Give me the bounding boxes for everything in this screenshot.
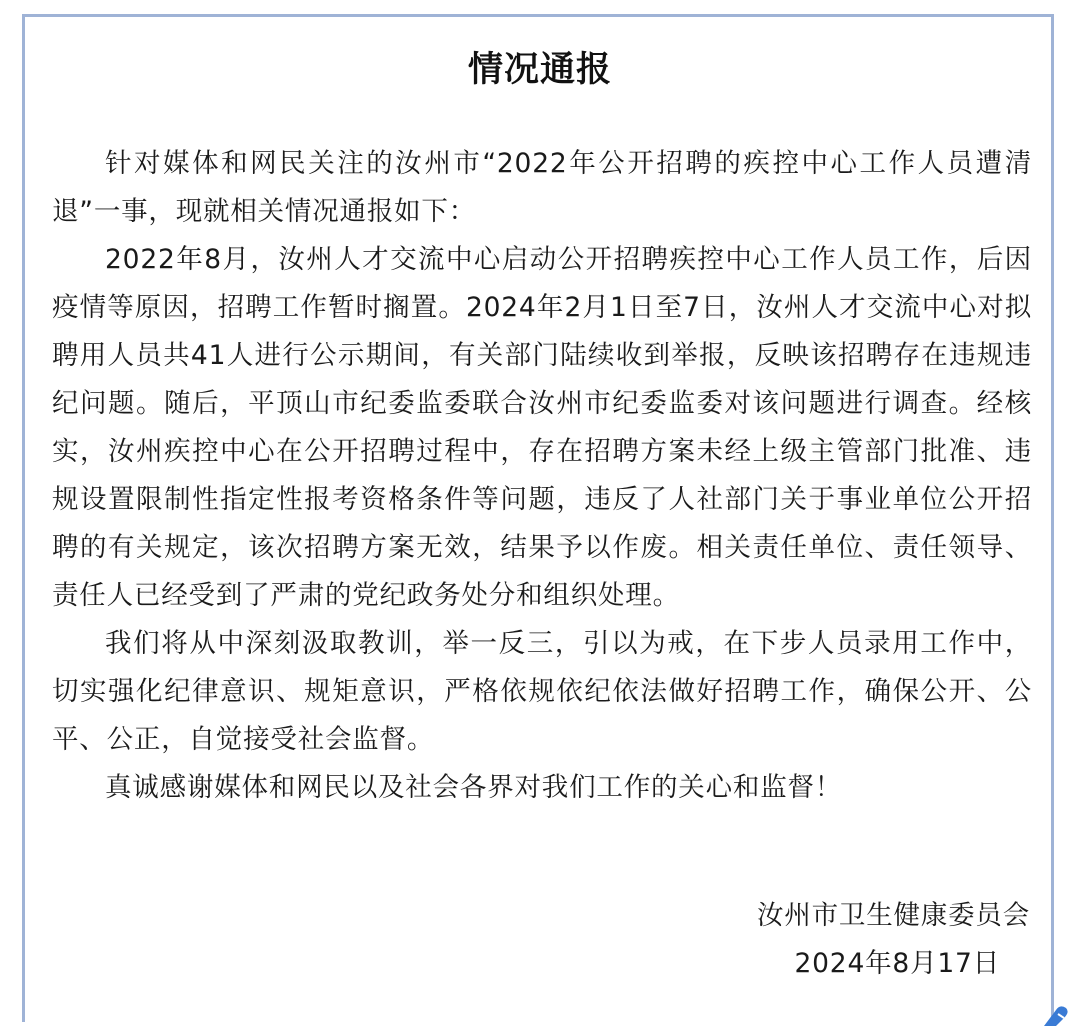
signature-date: 2024年8月17日: [794, 948, 1000, 979]
document-body: [52, 140, 1032, 812]
paragraph-thanks: 真诚感谢媒体和网民以及社会各界对我们工作的关心和监督！: [105, 772, 843, 803]
page-title: 情况通报: [467, 50, 612, 90]
paragraph-commitment: 我们将从中深刻汲取教训，举一反三，引以为戒，在下步人员录用工作中，切实强化纪律意识、规矩意识，严格依规依纪依法做好招聘工作，确保公开、公平、公正，自觉接受社会监督。: [52, 628, 1032, 755]
paragraph-details: 2022年8月，汝州人才交流中心启动公开招聘疾控中心工作人员工作，后因疫情等原因，招聘工作暂时搁置。2024年2月1日至7日，汝州人才交流中心对拟聘用人员共41人进行公示期间，有关部门陆续收到举报，反映该招聘存在违规违纪问题。随后，平顶山市纪委监委联合汝州市纪委监委对该问题进行调查。经核实，汝州疾控中心在公开招聘过程中，存在招聘方案未经上级主管部门批准、违规设置限制性指定性报考资格条件等问题，违反了人社部门关于事业单位公开招聘的有关规定，该次招聘方案无效，结果予以作废。相关责任单位、责任领导、责任人已经受到了严肃的党纪政务处分和组织处理。: [52, 244, 1032, 611]
signature-organization: 汝州市卫生健康委员会: [757, 900, 1030, 931]
paragraph-intro: 针对媒体和网民关注的汝州市“2022年公开招聘的疾控中心工作人员遭清退”一事，现就相关情况通报如下：: [52, 148, 1032, 227]
edit-icon[interactable]: [1034, 998, 1074, 1026]
